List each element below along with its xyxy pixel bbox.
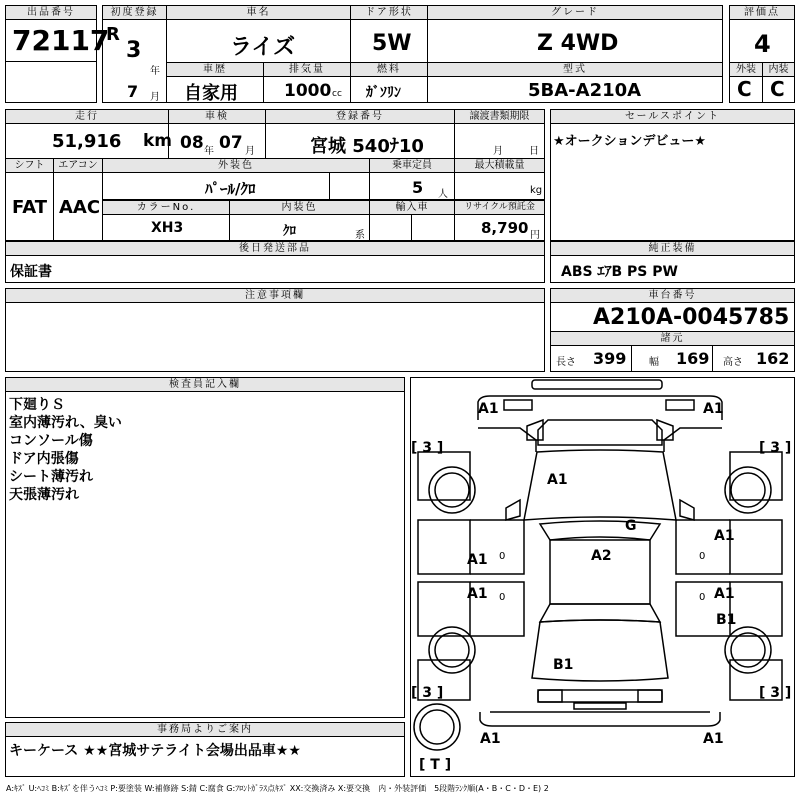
lot-label: 出品番号 <box>5 5 97 20</box>
shift: FAT <box>12 197 48 218</box>
damage-code-roof: A2 <box>591 548 612 564</box>
damage-code-right-front-door: A1 <box>714 528 735 544</box>
score-label: 評価点 <box>729 5 795 20</box>
tire-front-left-value: 3 <box>422 440 433 456</box>
capacity-unit: 人 <box>438 189 448 200</box>
damage-code-front-right: A1 <box>703 401 724 417</box>
office-note: キーケース ★★宮城サテライト会場出品車★★ <box>9 743 301 759</box>
mileage-unit: km <box>143 131 173 151</box>
inspector-note: ドア内張傷 <box>9 451 79 467</box>
door-label: ドア形状 <box>350 5 428 20</box>
notes-label: 注意事項欄 <box>5 288 545 303</box>
later-parts-label: 後日発送部品 <box>5 241 545 256</box>
damage-code-glass: G <box>625 518 637 534</box>
capacity: 5 <box>412 178 424 197</box>
fuel: ｶﾞｿﾘﾝ <box>366 85 401 101</box>
tire-rear-left: [ 3 ] <box>411 685 444 701</box>
sales-point-label: セールスポイント <box>550 109 795 124</box>
genuine-label: 純正装備 <box>550 241 795 256</box>
era: R <box>106 24 120 45</box>
exterior-grade: C <box>737 77 752 101</box>
history-label: 車歴 <box>166 62 264 77</box>
max-load-label: 最大積載量 <box>454 158 545 173</box>
legend: A:ｷｽﾞ U:ﾍｺﾐ B:ｷｽﾞを伴うﾍｺﾐ P:要塗装 W:補修跡 S:錆 C:腐食 G:ﾌﾛﾝﾄｶﾞﾗｽ点ｷｽﾞ XX:交換済み X:要交換 内・外装評価 5段階ﾗﾝｸ順(A・B・C・D・E) 2 <box>6 784 549 793</box>
ext-color-cell-extra <box>329 172 370 200</box>
shift-label: シフト <box>5 158 54 173</box>
interior-grade: C <box>770 77 785 101</box>
transfer-month-unit: 月 <box>493 146 503 157</box>
tire-front-right-value: 3 <box>770 440 781 456</box>
width: 169 <box>676 349 710 368</box>
plate: 宮城 540ﾅ10 <box>310 136 424 157</box>
interior-label: 内装 <box>762 62 795 77</box>
lot-blank-cell <box>5 61 97 103</box>
import-cell-2 <box>411 214 455 241</box>
sales-point: ★オークションデビュー★ <box>553 134 707 149</box>
specs-label: 諸元 <box>550 331 795 346</box>
office-label: 事務局よりご案内 <box>5 722 405 737</box>
door-mark: 0 <box>499 551 506 562</box>
tire-spare-value: T <box>430 757 440 773</box>
capacity-label: 乗車定員 <box>369 158 455 173</box>
mileage-label: 走行 <box>5 109 169 124</box>
door-mark: 0 <box>499 592 506 603</box>
insp-year: 08 <box>180 133 204 153</box>
max-load-unit: kg <box>530 185 543 196</box>
tire-rear-left-value: 3 <box>422 685 433 701</box>
ac-label: エアコン <box>53 158 103 173</box>
inspector-note: 室内薄汚れ、臭い <box>9 415 122 431</box>
mileage: 51,916 <box>52 131 122 152</box>
later-parts-cell <box>5 255 545 283</box>
color-no-label: カラーNo. <box>102 200 230 215</box>
damage-code-front-left: A1 <box>478 401 499 417</box>
ext-color: ﾊﾟｰﾙ/ｸﾛ <box>205 180 256 198</box>
chassis: A210A-0045785 <box>593 305 790 330</box>
exterior-label: 外装 <box>729 62 763 77</box>
plate-label: 登録番号 <box>265 109 455 124</box>
reg-year: 3 <box>126 38 142 63</box>
height: 162 <box>756 349 790 368</box>
tire-spare: [ T ] <box>419 757 452 773</box>
specs-divider-1 <box>631 345 632 372</box>
inspector-note: コンソール傷 <box>9 433 93 449</box>
tire-front-left: [ 3 ] <box>411 440 444 456</box>
model: 5BA-A210A <box>528 80 642 101</box>
damage-code-right-rear-b1: B1 <box>716 612 737 628</box>
car-name-label: 車名 <box>166 5 351 20</box>
model-label: 型式 <box>427 62 723 77</box>
recycle-unit: 円 <box>530 230 540 241</box>
int-color: ｸﾛ <box>283 224 296 239</box>
first-reg-label: 初度登録 <box>102 5 167 20</box>
int-color-label: 内装色 <box>229 200 370 215</box>
tire-rear-right: [ 3 ] <box>759 685 792 701</box>
length-label: 長さ <box>556 357 576 368</box>
reg-month: 7 <box>127 82 139 101</box>
damage-code-rear-b1: B1 <box>553 657 574 673</box>
inspector-note: シート薄汚れ <box>9 469 93 485</box>
damage-code-hood: A1 <box>547 472 568 488</box>
grade: Z 4WD <box>537 31 619 56</box>
displacement-label: 排気量 <box>263 62 351 77</box>
history: 自家用 <box>184 83 238 104</box>
inspection-label: 車検 <box>168 109 266 124</box>
inspector-note: 下廻りＳ <box>9 397 65 413</box>
month-unit: 月 <box>150 92 160 103</box>
grade-label: グレード <box>427 5 723 20</box>
int-color-cell <box>229 214 370 241</box>
length: 399 <box>593 349 627 368</box>
door: 5W <box>372 31 412 56</box>
notes-cell <box>5 302 545 372</box>
recycle: 8,790 <box>481 219 529 237</box>
lot-number: 72117 <box>12 24 110 57</box>
displacement: 1000 <box>284 81 332 101</box>
width-label: 幅 <box>649 357 659 368</box>
insp-month-unit: 月 <box>245 146 255 157</box>
int-color-unit: 系 <box>355 230 365 241</box>
year-unit: 年 <box>150 66 160 77</box>
tire-rear-right-value: 3 <box>770 685 781 701</box>
import-cell <box>369 214 412 241</box>
specs-divider-2 <box>712 345 713 372</box>
fuel-label: 燃料 <box>350 62 428 77</box>
import-label: 輸入車 <box>369 200 455 215</box>
damage-code-rear-right: A1 <box>703 731 724 747</box>
displacement-unit: cc <box>332 89 342 99</box>
tire-front-right: [ 3 ] <box>759 440 792 456</box>
score: 4 <box>754 30 771 58</box>
car-diagram-frame <box>410 377 795 777</box>
door-mark: 0 <box>699 551 706 562</box>
genuine: ABS ｴｱB PS PW <box>561 264 678 280</box>
damage-code-rear-left: A1 <box>480 731 501 747</box>
inspector-note: 天張薄汚れ <box>9 487 79 503</box>
inspector-label: 検査員記入欄 <box>5 377 405 392</box>
insp-year-unit: 年 <box>204 146 214 157</box>
damage-code-left-rear-door: A1 <box>467 586 488 602</box>
transfer-label: 譲渡書類期限 <box>454 109 545 124</box>
height-label: 高さ <box>723 357 743 368</box>
later-parts: 保証書 <box>10 264 52 280</box>
car-name: ライズ <box>230 35 296 60</box>
damage-code-right-rear-door: A1 <box>714 586 735 602</box>
ext-color-label: 外装色 <box>102 158 370 173</box>
transfer-day-unit: 日 <box>529 146 539 157</box>
insp-month: 07 <box>219 133 243 153</box>
ac: AAC <box>59 197 101 218</box>
recycle-label: リサイクル預託金 <box>454 200 545 215</box>
door-mark: 0 <box>699 592 706 603</box>
color-no: XH3 <box>151 220 184 236</box>
damage-code-left-front-door: A1 <box>467 552 488 568</box>
chassis-label: 車台番号 <box>550 288 795 303</box>
